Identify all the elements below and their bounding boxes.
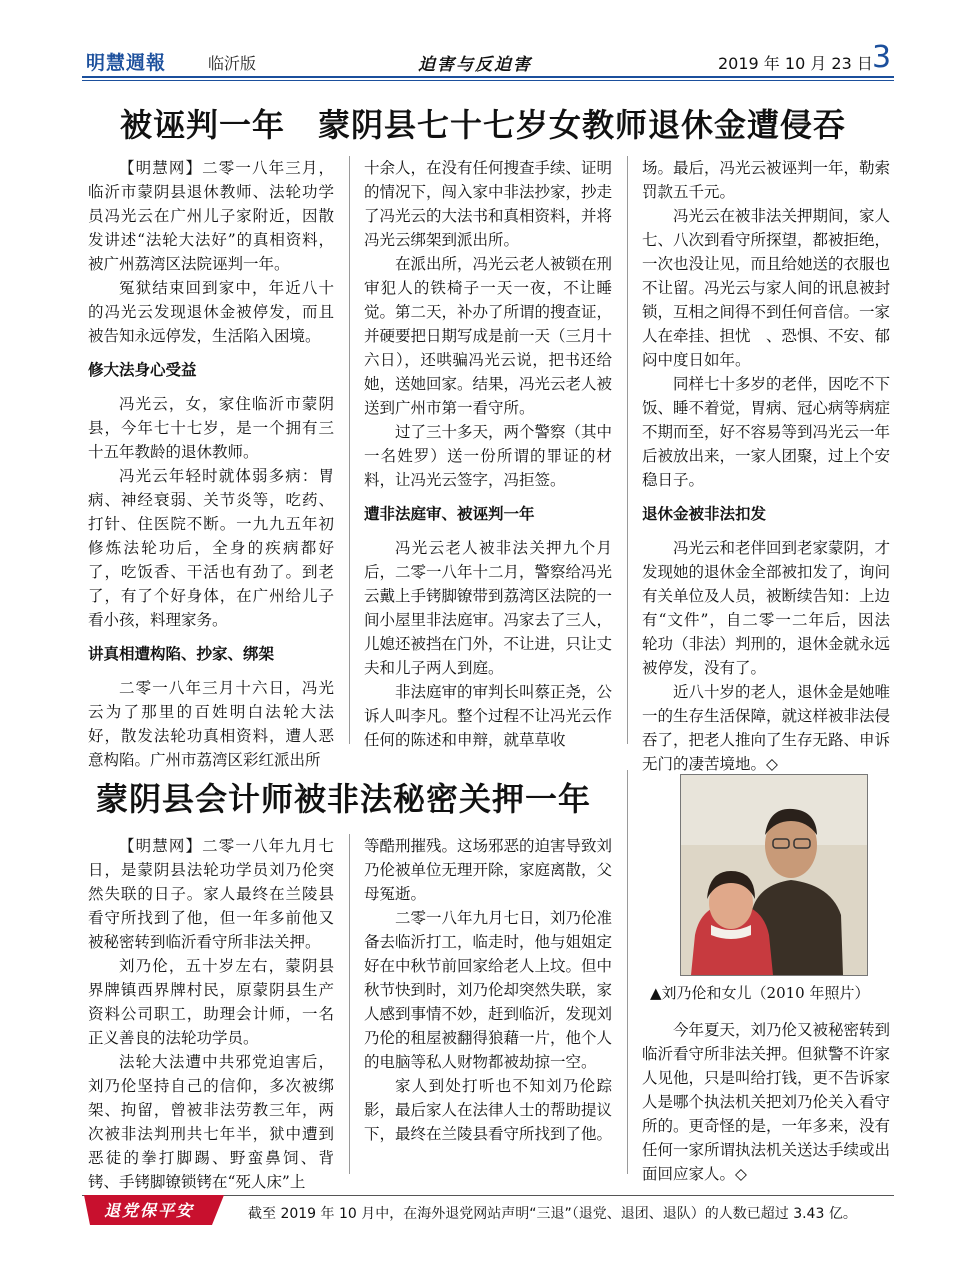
article1-headline: 被诬判一年 蒙阴县七十七岁女教师退休金遭侵吞 — [120, 106, 847, 144]
column-divider — [349, 156, 350, 744]
paragraph: 冤狱结束回到家中，年近八十的冯光云发现退休金被停发，而且被告知永远停发，生活陷入困境。 — [88, 279, 334, 345]
paragraph: 家人到处打听也不知刘乃伦踪影，最后家人在法律人士的帮助提议下，最终在兰陵县看守所找到了他。 — [364, 1077, 613, 1143]
paragraph: 刘乃伦，五十岁左右，蒙阴县界牌镇西界牌村民，原蒙阴县生产资料公司职工，助理会计师，一名正义善良的法轮功学员。 — [88, 957, 334, 1047]
article1-column-2 — [364, 156, 612, 752]
paragraph: 非法庭审的审判长叫蔡正尧，公诉人叫李凡。整个过程不让冯光云作任何的陈述和申辩，就草草收 — [364, 683, 613, 749]
subheading: 退休金被非法扣发 — [642, 505, 767, 523]
subheading: 遭非法庭审、被诬判一年 — [364, 505, 535, 523]
paragraph: 【明慧网】二零一八年九月七日，是蒙阴县法轮功学员刘乃伦突然失联的日子。家人最终在兰陵县看守所找到了他，但一年多前他又被秘密转到临沂看守所非法关押。 — [88, 837, 334, 951]
paragraph: 在派出所，冯光云老人被锁在刑审犯人的铁椅子一天一夜，不让睡觉。第二天，补办了所谓的搜查证，并硬要把日期写成是前一天（三月十六日），还哄骗冯光云说，把书还给她，送她回家。结果，冯光云老人被送到广州市第一看守所。 — [364, 255, 613, 417]
header-rule — [82, 76, 894, 78]
header-rule-thin — [82, 80, 894, 81]
paragraph: 同样七十多岁的老伴，因吃不下饭、睡不着觉，胃病、冠心病等病症不期而至，好不容易等到冯光云一年后被放出来，一家人团聚，过上个安稳日子。 — [642, 375, 891, 489]
subheading: 讲真相遭构陷、抄家、绑架 — [88, 645, 275, 663]
issue-date: 2019 年 10 月 23 日 — [718, 54, 873, 73]
paragraph-continued: 十余人，在没有任何搜查手续、证明的情况下，闯入家中非法抄家，抄走了冯光云的大法书和真相资料，并将冯光云绑架到派出所。 — [364, 159, 613, 249]
subheading: 修大法身心受益 — [88, 361, 197, 379]
article1-column-1 — [88, 156, 334, 772]
article2-column-3 — [642, 1018, 890, 1186]
paragraph: 过了三十多天，两个警察（其中一名姓罗）送一份所谓的罪证的材料，让冯光云签字，冯拒签。 — [364, 423, 613, 489]
article1-column-3 — [642, 156, 890, 776]
section-title: 迫害与反迫害 — [418, 55, 532, 75]
paragraph: 冯光云老人被非法关押九个月后，二零一八年十二月，警察给冯光云戴上手铐脚镣带到荔湾区法院的一间小屋里非法庭审。冯家去了三人，儿媳还被挡在门外，不让进，只让丈夫和儿子两人到庭。 — [364, 539, 613, 677]
column-divider — [349, 834, 350, 1174]
paragraph-continued: 场。最后，冯光云被诬判一年，勒索罚款五千元。 — [642, 159, 891, 201]
paragraph: 冯光云和老伴回到老家蒙阴，才发现她的退休金全部被扣发了，询问有关单位及人员，被断续告知：上边有“文件”，自二零一二年后，因法轮功（非法）判刑的，退休金就永远被停发，没有了。 — [642, 539, 891, 677]
paragraph: 冯光云，女，家住临沂市蒙阴县，今年七十七岁，是一个拥有三十五年教龄的退休教师。 — [88, 395, 334, 461]
paragraph: 【明慧网】二零一八年三月，临沂市蒙阴县退休教师、法轮功学员冯光云在广州儿子家附近，因散发讲述“法轮大法好”的真相资料，被广州荔湾区法院诬判一年。 — [88, 159, 334, 273]
photo-caption: ▲刘乃伦和女儿（2010 年照片） — [650, 984, 870, 1002]
article2-headline: 蒙阴县会计师被非法秘密关押一年 — [96, 780, 592, 818]
badge-label: 退党保平安 — [104, 1201, 195, 1220]
father-daughter-photo-image — [681, 775, 867, 975]
masthead-logo: 明慧週報 — [86, 52, 167, 74]
paragraph: 冯光云在被非法关押期间，家人七、八次到看守所探望，都被拒绝，一次也没让见，而且给她送的衣服也不让留。冯光云与家人间的讯息被封锁，互相之间得不到任何音信。一家人在牵挂、担忧 、恐惧、不安、郁闷中度日如年。 — [642, 207, 891, 369]
column-divider — [627, 156, 628, 744]
paragraph: 二零一八年三月十六日，冯光云为了那里的百姓明白法轮大法好，散发法轮功真相资料，遭人恶意构陷。广州市荔湾区彩红派出所 — [88, 679, 334, 769]
article2-column-2 — [364, 834, 612, 1146]
footer-notice: 截至 2019 年 10 月中，在海外退党网站声明“三退”（退党、退团、退队）的人数已超过 3.43 亿。 — [248, 1206, 857, 1222]
column-divider — [627, 770, 628, 1174]
paragraph: 近八十岁的老人，退休金是她唯一的生存生活保障，就这样被非法侵吞了，把老人推向了生存无路、申诉无门的凄苦境地。◇ — [642, 683, 891, 773]
paragraph-continued: 等酷刑摧残。这场邪恶的迫害导致刘乃伦被单位无理开除，家庭离散，父母冤逝。 — [364, 837, 613, 903]
page-number: 3 — [872, 40, 892, 75]
article2-column-1 — [88, 834, 334, 1194]
paragraph: 冯光云年轻时就体弱多病：胃病、神经衰弱、关节炎等，吃药、打针、住医院不断。一九九五年初修炼法轮功后，全身的疾病都好了，吃饭香、干活也有劲了。到老了，有了个好身体，在广州给儿子看小孩，料理家务。 — [88, 467, 334, 629]
paragraph: 二零一八年九月七日，刘乃伦准备去临沂打工，临走时，他与姐姐定好在中秋节前回家给老人上坟。但中秋节快到时，刘乃伦却突然失联，家人感到事情不妙，赶到临沂，发现刘乃伦的租屋被翻得狼藉一片，他个人的电脑等私人财物都被劫掠一空。 — [364, 909, 613, 1071]
portrait-photo — [680, 774, 868, 976]
paragraph: 今年夏天，刘乃伦又被秘密转到临沂看守所非法关押。但狱警不许家人见他，只是叫给打钱，更不告诉家人是哪个执法机关把刘乃伦关入看守所的。更奇怪的是，一年多来，没有任何一家所谓执法机关送达手续或出面回应家人。◇ — [642, 1021, 891, 1183]
footer-banner-badge — [84, 1195, 232, 1225]
edition-label: 临沂版 — [208, 54, 257, 73]
paragraph: 法轮大法遭中共邪党迫害后，刘乃伦坚持自己的信仰，多次被绑架、拘留，曾被非法劳教三年，两次被非法判刑共七年半，狱中遭到恶徒的拳打脚踢、野蛮鼻饲、背铐、手铐脚镣锁铐在“死人床”上 — [88, 1053, 334, 1191]
